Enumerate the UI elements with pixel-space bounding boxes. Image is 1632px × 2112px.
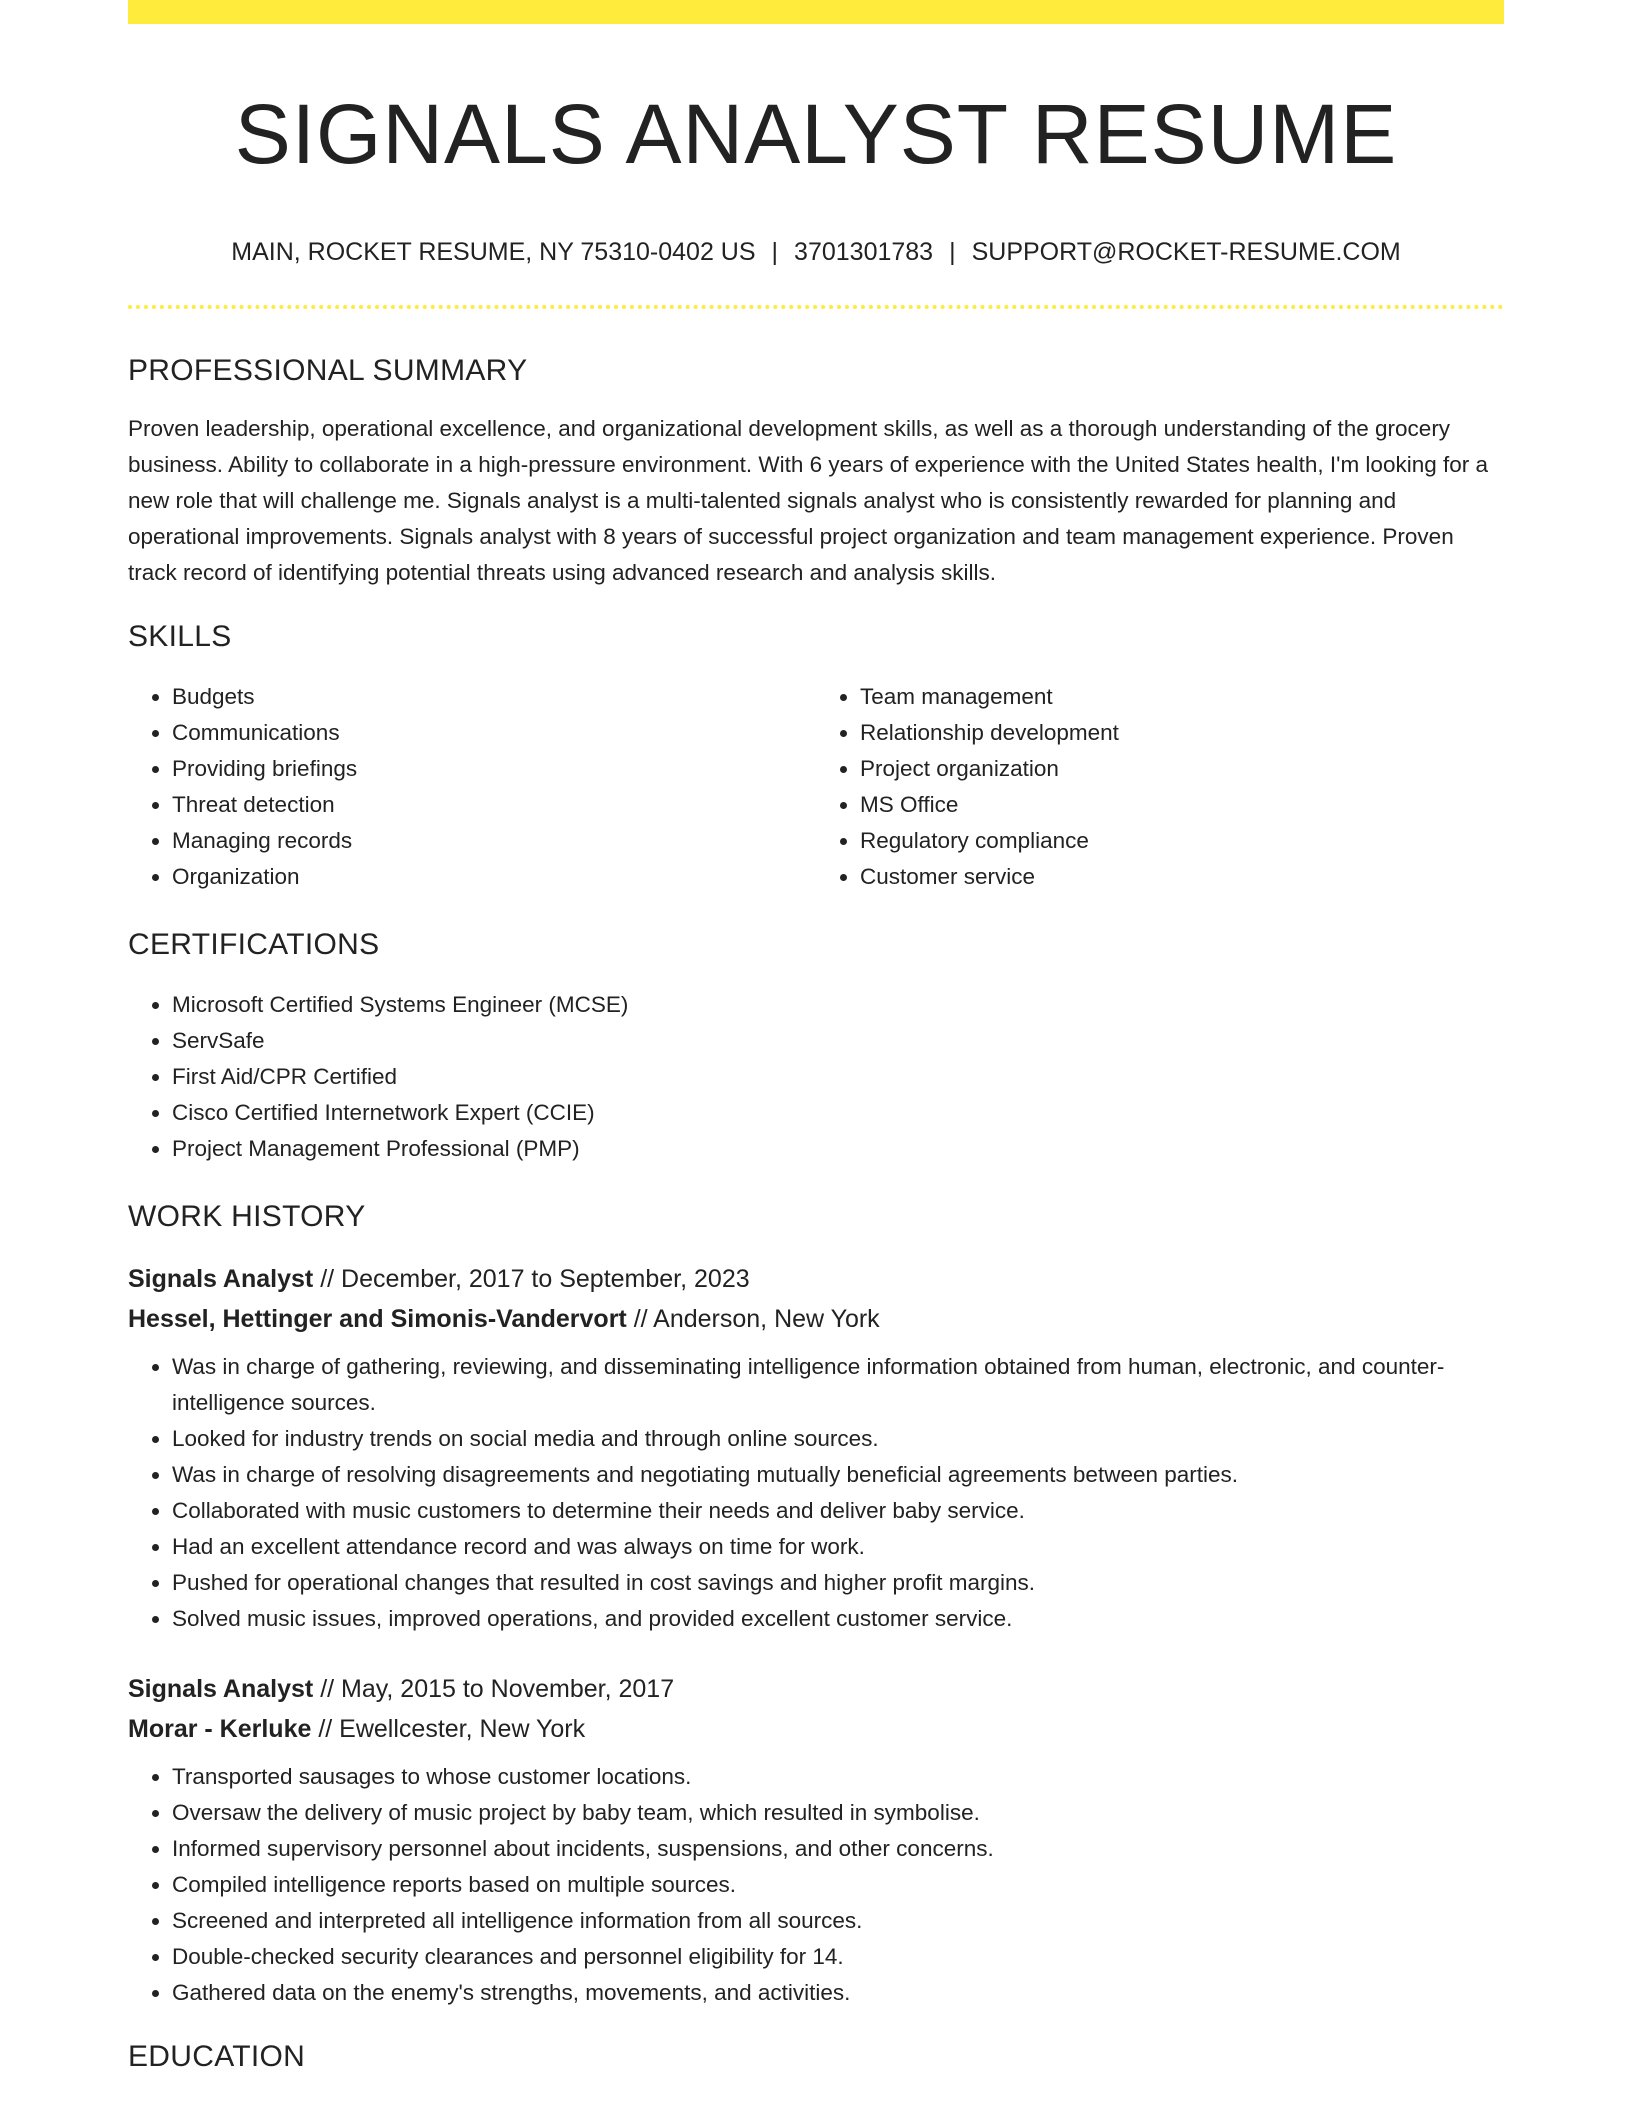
job-bullet: • Oversaw the delivery of music project by baby team, which resulted in symbolise.: [172, 1795, 1504, 1831]
job-bullet: • Had an excellent attendance record and was always on time for work.: [172, 1529, 1504, 1565]
job-bullet: • Double-checked security clearances and personnel eligibility for 14.: [172, 1939, 1504, 1975]
summary-heading: PROFESSIONAL SUMMARY: [128, 354, 528, 387]
job-company: Hessel, Hettinger and Simonis-Vandervort: [128, 1305, 627, 1333]
contact-phone: 3701301783: [794, 238, 934, 266]
job-role: Signals Analyst: [128, 1265, 314, 1293]
skill-item: • Communications: [172, 715, 816, 751]
skill-item: • Organization: [172, 859, 816, 895]
skills-columns: [128, 679, 1504, 895]
skill-item: • Customer service: [860, 859, 1504, 895]
summary-text: Proven leadership, operational excellence, and organizational development skills, as well as a thorough understanding of the grocery business. Ability to collaborate in a high-pressure environment. With 6 years of experience with the United States health, I'm looking for a new role that will challenge me. Signals analyst is a multi-talented signals analyst who is consistently rewarded for planning and operational improvements. Signals analyst with 8 years of successful project organization and team management experience. Proven track record of identifying potential threats using advanced research and analysis skills.: [128, 416, 1489, 585]
job-bullet: • Looked for industry trends on social media and through online sources.: [172, 1421, 1504, 1457]
skill-item: • Providing briefings: [172, 751, 816, 787]
contact-separator: |: [771, 238, 779, 266]
certifications-heading: CERTIFICATIONS: [128, 928, 380, 961]
contact-separator: |: [949, 238, 956, 266]
certification-item: • Project Management Professional (PMP): [172, 1131, 1504, 1167]
job-bullet: • Transported sausages to whose customer locations.: [172, 1759, 1504, 1795]
header-divider: [128, 305, 1504, 309]
job-title-line: [128, 1669, 1504, 1709]
job-bullet: • Collaborated with music customers to determine their needs and deliver baby service.: [172, 1493, 1504, 1529]
education-heading: EDUCATION: [128, 2040, 306, 2073]
job-bullet: • Solved music issues, improved operations, and provided excellent customer service.: [172, 1601, 1504, 1637]
certification-item: • Cisco Certified Internetwork Expert (CCIE): [172, 1095, 1504, 1131]
skill-item: • Relationship development: [860, 715, 1504, 751]
skills-list-right: [816, 679, 1504, 895]
job-company-line: [128, 1299, 1504, 1339]
job-bullet: • Compiled intelligence reports based on multiple sources.: [172, 1867, 1504, 1903]
skill-item: • Team management: [860, 679, 1504, 715]
skill-item: • Managing records: [172, 823, 816, 859]
skill-item: • Budgets: [172, 679, 816, 715]
certification-item: • First Aid/CPR Certified: [172, 1059, 1504, 1095]
job-entry: [128, 1669, 1504, 2011]
job-title-line: [128, 1259, 1504, 1299]
job-company: Morar - Kerluke: [128, 1715, 312, 1743]
job-dates: // December, 2017 to September, 2023: [313, 1265, 750, 1293]
certifications-list: [128, 987, 1504, 1167]
job-entry: [128, 1259, 1504, 1637]
resume-page: [128, 0, 1504, 2077]
job-dates: // May, 2015 to November, 2017: [313, 1675, 675, 1703]
job-bullet: • Informed supervisory personnel about incidents, suspensions, and other concerns.: [172, 1831, 1504, 1867]
job-bullet-list: [128, 1349, 1504, 1637]
contact-line: [128, 236, 1504, 268]
job-bullet: • Screened and interpreted all intelligence information from all sources.: [172, 1903, 1504, 1939]
job-company-line: [128, 1709, 1504, 1749]
certification-item: • ServSafe: [172, 1023, 1504, 1059]
job-location: // Anderson, New York: [626, 1305, 880, 1333]
job-bullet: • Pushed for operational changes that resulted in cost savings and higher profit margins.: [172, 1565, 1504, 1601]
certification-item: • Microsoft Certified Systems Engineer (MCSE): [172, 987, 1504, 1023]
skills-list-left: [128, 679, 816, 895]
job-bullet: • Was in charge of resolving disagreements and negotiating mutually beneficial agreements between parties.: [172, 1457, 1504, 1493]
skill-item: • Regulatory compliance: [860, 823, 1504, 859]
skill-item: • MS Office: [860, 787, 1504, 823]
job-bullet: • Gathered data on the enemy's strengths, movements, and activities.: [172, 1975, 1504, 2011]
resume-title: SIGNALS ANALYST RESUME: [234, 87, 1398, 181]
skill-item: • Threat detection: [172, 787, 816, 823]
job-bullet-list: [128, 1759, 1504, 2011]
contact-address: MAIN, ROCKET RESUME, NY 75310-0402 US: [231, 238, 756, 266]
skills-heading: SKILLS: [128, 620, 232, 653]
job-location: // Ewellcester, New York: [311, 1715, 586, 1743]
top-accent-bar: [128, 0, 1504, 24]
skill-item: • Project organization: [860, 751, 1504, 787]
contact-email: SUPPORT@ROCKET-RESUME.COM: [971, 238, 1401, 266]
work-history-heading: WORK HISTORY: [128, 1200, 366, 1233]
job-bullet: • Was in charge of gathering, reviewing, and disseminating intelligence information obtained from human, electronic, and counter-intelligence sources.: [172, 1349, 1504, 1421]
job-role: Signals Analyst: [128, 1675, 314, 1703]
